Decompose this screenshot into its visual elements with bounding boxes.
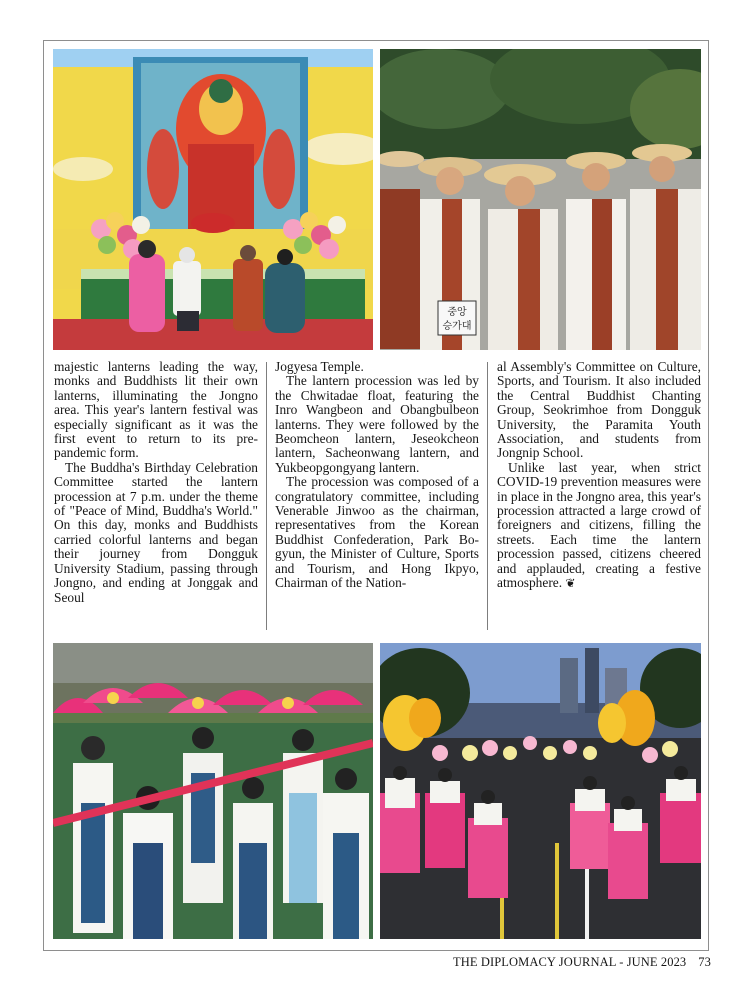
col1-para-2: The Buddha's Birthday Celebration Committee started the lantern procession at 7 p.m. under the theme of "Peace of Mind, Buddha's World." On this day, monks and Buddhists carried colorful lanterns and began their journey from Dongguk University Stadium, passing through Jongno, and ending at Jonggak and Seoul [54, 459, 258, 605]
publication-footer-text: THE DIPLOMACY JOURNAL - JUNE 2023 [453, 955, 687, 969]
col1-para-1: majestic lanterns leading the way, monks and Buddhists lit their own lanterns, illuminating the Jongno area. This year's lantern festival was especially significant as it was the first event to return to its pre-pandemic form. [54, 360, 258, 461]
article-column-1 [54, 360, 258, 636]
photo-altar-ceremony [53, 49, 373, 350]
procession-sign-line2: 승가대 [442, 321, 472, 332]
photo-monks-procession [380, 49, 701, 350]
monks-procession-image [380, 49, 701, 350]
photo-fan-dance [53, 643, 373, 939]
end-mark-icon: ❦ [565, 576, 576, 591]
procession-sign-line1: 중앙 [447, 307, 467, 318]
col2-para-2: The lantern procession was led by the Chwitadae float, featuring the Inro Wangbeon and Obangbulbeon lanterns. They were followed by the Beomcheon lantern, Jeseokcheon lantern, Sacheonwang lantern, and Yukbeopgongyang lantern. [275, 373, 479, 475]
fan-dance-image [53, 643, 373, 939]
column-rule-2 [487, 362, 488, 630]
col2-para-3: The procession was composed of a congratulatory committee, including Venerable Jinwoo as the chairman, representatives from the Korean Buddhist Confederation, Park Bo-gyun, the Minister of Culture, Sports and Tourism, and Hong Ikpyo, Chairman of the Nation- [275, 474, 479, 591]
col3-para-1: al Assembly's Committee on Culture, Sports, and Tourism. It also included the Central Buddhist Chanting Group, Seokrimhoe from Dongguk University, the Paramita Youth Association, and students from Jongnip School. [497, 360, 701, 461]
page-number: 73 [698, 955, 711, 969]
col2-para-1: Jogyesa Temple. [275, 360, 364, 374]
altar-ceremony-image [53, 49, 373, 350]
col3-para-2-text: Unlike last year, when strict COVID-19 prevention measures were in place in the Jongno area, this year's procession attracted a large crowd of foreigners and citizens, filling the streets. Each time the lantern procession passed, citizens cheered and applauded, creating a festive atmosphere. [497, 459, 701, 591]
lantern-parade-image [380, 643, 701, 939]
column-rule-1 [266, 362, 267, 630]
page-footer [380, 955, 711, 970]
article-column-2 [275, 360, 479, 636]
article-column-3 [497, 360, 701, 636]
col3-para-2 [497, 461, 701, 591]
photo-lantern-parade [380, 643, 701, 939]
